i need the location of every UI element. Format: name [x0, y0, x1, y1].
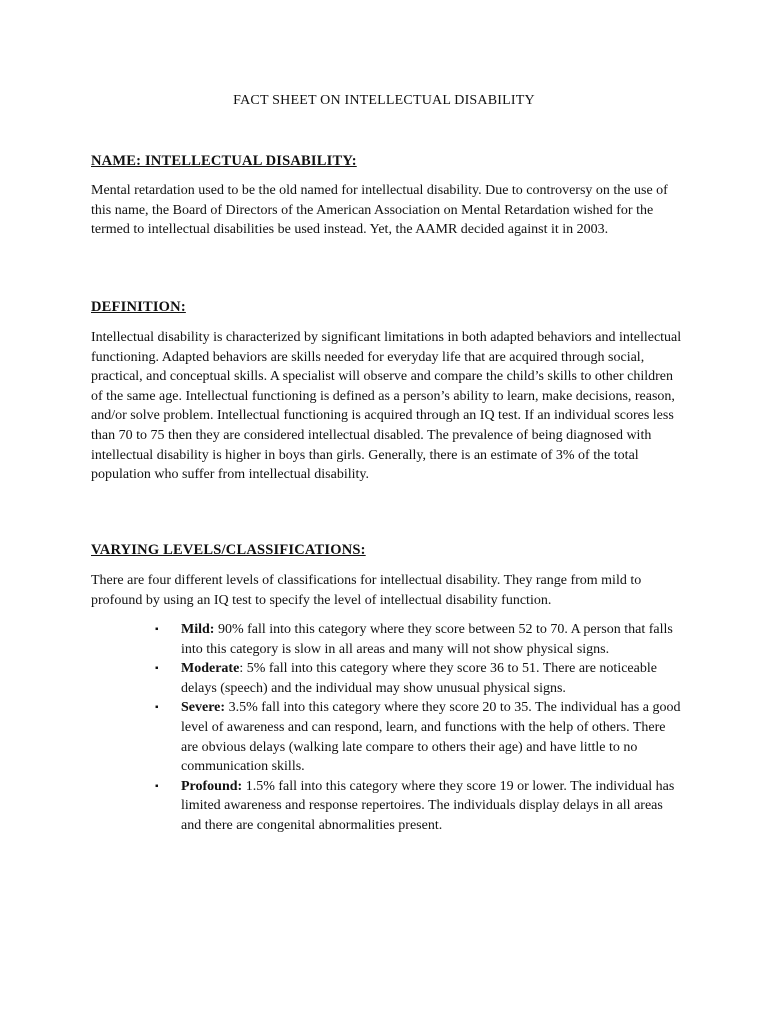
bullet-square-icon: ▪	[155, 702, 159, 714]
heading-name: NAME: INTELLECTUAL DISABILITY:	[91, 153, 357, 169]
level-item-mild	[155, 620, 685, 659]
level-item-moderate	[155, 659, 685, 698]
document-title: FACT SHEET ON INTELLECTUAL DISABILITY	[233, 93, 535, 108]
level-description: 1.5% fall into this category where they score 19 or lower. The individual has limited awareness and response repertoires. The individuals display delays in all areas and there are congenital abnormalities present.	[181, 778, 675, 833]
bullet-square-icon: ▪	[155, 663, 159, 675]
paragraph-levels: There are four different levels of classifications for intellectual disability. They range from mild to profound by using an IQ test to specify the level of intellectual disability function.	[91, 573, 642, 608]
level-description: 3.5% fall into this category where they score 20 to 35. The individual has a good level of awareness and can respond, learn, and functions with the help of others. There are obvious delays (walking late compare to others their age) and have little to no communication skills.	[181, 700, 681, 775]
bullet-square-icon: ▪	[155, 624, 159, 635]
level-term: Profound:	[181, 778, 243, 794]
level-term: Severe:	[181, 700, 226, 716]
paragraph-definition: Intellectual disability is characterized by significant limitations in both adapted behaviors and intellectual functioning. Adapted behaviors are skills needed for everyday life that are acquired through social, practical, and conceptual skills. A specialist will observe and compare the child’s skills to other children of the same age. Intellectual functioning is defined as a person’s ability to learn, make decisions, reason, and/or solve problem. Intellectual functioning is acquired through an IQ test. If an individual scores less than 70 to 75 then they are considered intellectual disabled. The prevalence of being diagnosed with intellectual disability is higher in boys than girls. Generally, there is an estimate of 3% of the total population who suffer from intellectual disability.	[91, 330, 682, 483]
heading-definition: DEFINITION:	[91, 299, 186, 315]
level-term: Mild:	[181, 622, 215, 637]
bullet-square-icon: ▪	[155, 780, 159, 792]
level-description: 90% fall into this category where they score between 52 to 70. A person that falls into this category is slow in all areas and many will not show physical signs.	[181, 622, 673, 657]
levels-list	[155, 620, 685, 836]
paragraph-name: Mental retardation used to be the old named for intellectual disability. Due to controversy on the use of this name, the Board of Directors of the American Association on Mental Retardation wished for the termed to intellectual disabilities be used instead. Yet, the AAMR decided against it in 2003.	[91, 183, 668, 238]
level-item-severe	[155, 698, 685, 776]
level-description: : 5% fall into this category where they score 36 to 51. There are noticeable delays (speech) and the individual may show unusual physical signs.	[181, 661, 657, 696]
level-term: Moderate	[181, 661, 240, 677]
level-item-profound	[155, 777, 685, 836]
heading-levels: VARYING LEVELS/CLASSIFICATIONS:	[91, 542, 366, 558]
